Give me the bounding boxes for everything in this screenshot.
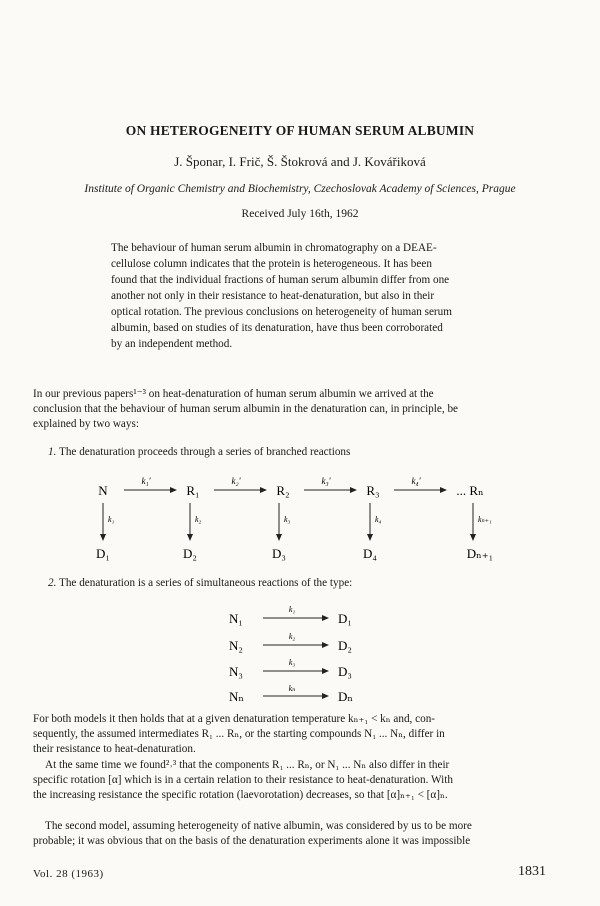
received-date: Received July 16th, 1962 xyxy=(241,208,359,220)
node-D1: D₁ xyxy=(96,546,110,561)
arrowhead xyxy=(322,642,329,648)
node-R1: R₁ xyxy=(186,483,200,498)
rate-k3: k₃ xyxy=(284,515,291,524)
body-line: At the same time we found²˒³ that the components R₁ ... Rₙ, or N₁ ... Nₙ also differ in their xyxy=(45,759,450,771)
rate-kn: kₙ xyxy=(288,684,296,693)
node-R2: R₂ xyxy=(276,483,290,498)
node-Nn: Nₙ xyxy=(229,689,245,704)
node-N3: N₃ xyxy=(229,664,243,679)
node-Dn1: Dₙ₊₁ xyxy=(466,546,494,561)
node-D3: D₃ xyxy=(338,664,352,679)
arrowhead xyxy=(440,487,447,493)
body-line: The second model, assuming heterogeneity of native albumin, was considered by us to be more xyxy=(45,820,472,832)
body-line: sequently, the assumed intermediates R₁ ... Rₙ, or the starting compounds N₁ ... Nₙ, differ in xyxy=(33,728,445,740)
body-line: specific rotation [α] which is in a certain relation to their resistance to heat-denaturation. With xyxy=(33,774,453,786)
paragraph-second-model xyxy=(33,819,551,849)
arrowhead xyxy=(260,487,267,493)
abstract-line: another not only in their resistance to heat-denaturation, but also in their xyxy=(111,290,435,302)
node-D1: D₁ xyxy=(338,611,352,626)
arrowhead xyxy=(322,615,329,621)
node-N1: N₁ xyxy=(229,611,243,626)
body-line: explained by two ways: xyxy=(33,418,139,430)
arrowhead xyxy=(187,534,193,541)
list-text: The denaturation proceeds through a series of branched reactions xyxy=(59,446,351,458)
list-item-2 xyxy=(48,577,352,589)
node-Dn: Dₙ xyxy=(338,689,354,704)
node-D4: D₄ xyxy=(363,546,377,561)
node-D3: D₃ xyxy=(272,546,286,561)
body-line: the increasing resistance the specific rotation (laevorotation) decreases, so that [α]ₙ₊₁ < [α]ₙ. xyxy=(33,789,448,801)
list-number: 1. xyxy=(48,446,57,458)
rate-k1: k₁ xyxy=(108,515,115,524)
rate-k4p: k₄' xyxy=(411,476,421,486)
arrowhead xyxy=(470,534,476,541)
abstract-line: albumin, based on studies of its denaturation, have thus been corroborated xyxy=(111,322,443,334)
rate-k1: k₁ xyxy=(288,605,296,614)
list-number: 2. xyxy=(48,577,57,589)
scheme-branched xyxy=(0,470,600,570)
rate-k4: k₄ xyxy=(375,515,382,524)
rate-k2: k₂ xyxy=(195,515,202,524)
arrowhead xyxy=(100,534,106,541)
node-N2: N₂ xyxy=(229,638,243,653)
arrowhead xyxy=(276,534,282,541)
node-D2: D₂ xyxy=(338,638,352,653)
volume-info: Vol. 28 (1963) xyxy=(33,868,104,880)
body-line: their resistance to heat-denaturation. xyxy=(33,743,196,755)
arrowhead xyxy=(322,668,329,674)
arrowhead xyxy=(170,487,177,493)
institute: Institute of Organic Chemistry and Biochemistry, Czechoslovak Academy of Sciences, Prague xyxy=(84,183,516,195)
paragraph-models xyxy=(33,712,551,757)
rate-k3: k₃ xyxy=(288,658,296,667)
rate-k1p: k₁' xyxy=(141,476,151,486)
node-R3: R₃ xyxy=(366,483,380,498)
rate-k3p: k₃' xyxy=(321,476,331,486)
list-text: The denaturation is a series of simultaneous reactions of the type: xyxy=(59,577,353,589)
node-D2: D₂ xyxy=(183,546,197,561)
rate-k2p: k₂' xyxy=(231,476,241,486)
abstract-line: by an independent method. xyxy=(111,338,233,350)
rate-kn1: kₙ₊₁ xyxy=(478,515,492,524)
rate-k2: k₂ xyxy=(288,632,296,641)
abstract xyxy=(111,240,491,352)
scheme-simultaneous xyxy=(0,605,600,705)
list-item-1 xyxy=(48,446,350,458)
arrowhead xyxy=(367,534,373,541)
paragraph-intro xyxy=(33,387,551,432)
body-line: In our previous papers¹⁻³ on heat-denaturation of human serum albumin we arrived at the xyxy=(33,388,434,400)
abstract-line: cellulose column indicates that the protein is heterogeneous. It has been xyxy=(111,258,432,270)
body-line: probable; it was obvious that on the basis of the denaturation experiments alone it was impossible xyxy=(33,835,471,847)
node-Rn: ... Rₙ xyxy=(456,483,484,498)
arrowhead xyxy=(350,487,357,493)
page-number: 1831 xyxy=(518,864,546,879)
article-title: ON HETEROGENEITY OF HUMAN SERUM ALBUMIN xyxy=(125,123,475,138)
body-line: conclusion that the behaviour of human serum albumin in the denaturation can, in principle, be xyxy=(33,403,459,415)
abstract-line: The behaviour of human serum albumin in chromatography on a DEAE- xyxy=(111,242,437,254)
abstract-line: found that the individual fractions of human serum albumin differ from one xyxy=(111,274,450,286)
node-N: N xyxy=(98,483,108,498)
paragraph-rotation xyxy=(33,758,551,803)
body-line: For both models it then holds that at a given denaturation temperature kₙ₊₁ < kₙ and, con- xyxy=(33,713,436,725)
authors: J. Šponar, I. Frič, Š. Štokrová and J. Kovářiková xyxy=(174,154,426,169)
abstract-line: optical rotation. The previous conclusions on heterogeneity of human serum xyxy=(111,306,452,318)
arrowhead xyxy=(322,693,329,699)
